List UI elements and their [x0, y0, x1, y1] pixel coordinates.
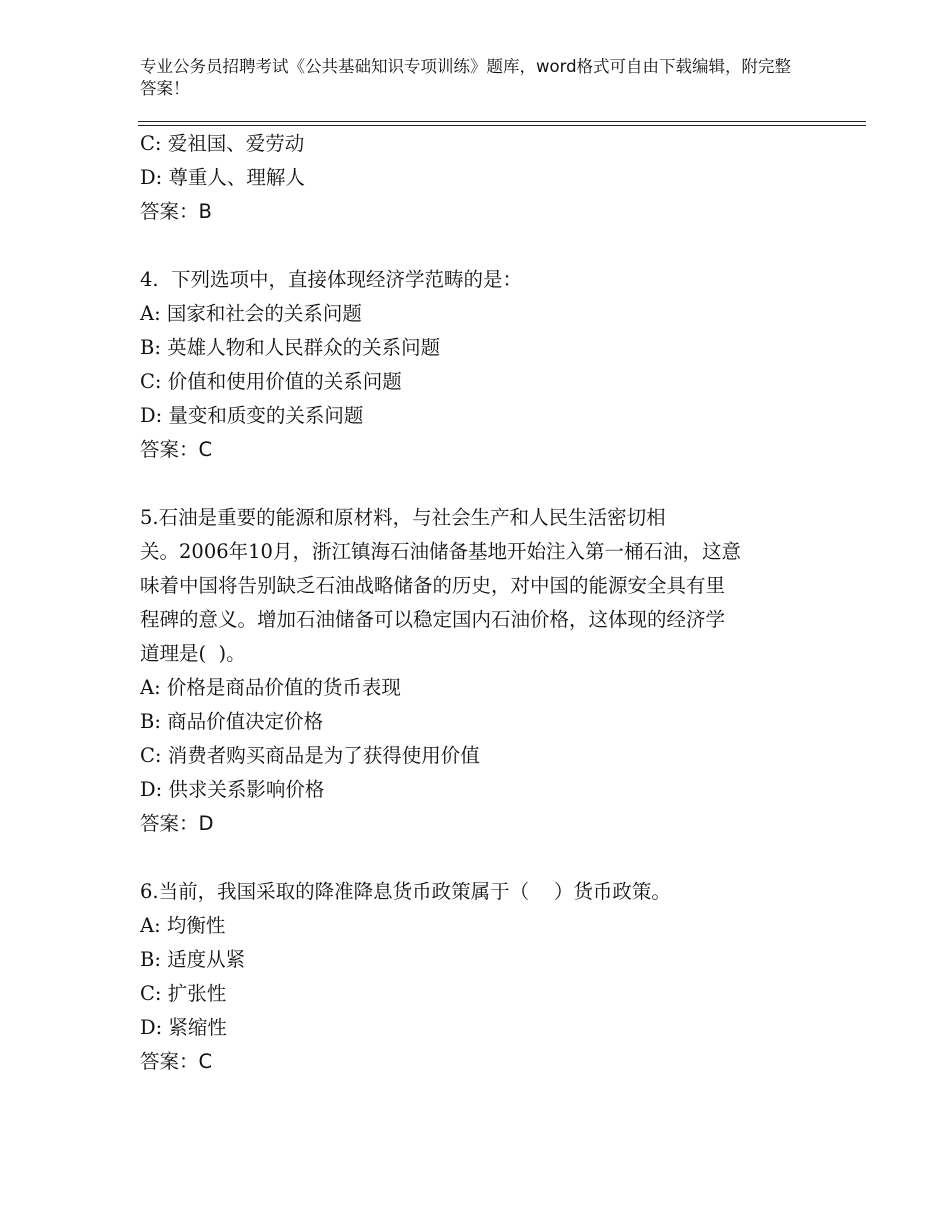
option-text: 适度从紧	[167, 948, 246, 971]
option-label: C:	[140, 132, 162, 155]
option-d	[140, 161, 840, 195]
option-label: D:	[140, 166, 163, 189]
question-stem: 4. 下列选项中，直接体现经济学范畴的是：	[140, 268, 523, 291]
question-4	[140, 263, 840, 467]
option-label: C:	[140, 982, 162, 1005]
option-text: 价值和使用价值的关系问题	[167, 370, 402, 393]
option-c	[140, 127, 840, 161]
question-3-tail	[140, 127, 840, 229]
option-label: D:	[140, 778, 163, 801]
option-a	[140, 297, 840, 331]
option-label: B:	[140, 948, 161, 971]
option-text: 爱祖国、爱劳动	[167, 132, 305, 155]
option-label: A:	[140, 914, 161, 937]
answer-line: 答案：B	[140, 200, 212, 223]
question-stem: 6.当前，我国采取的降准降息货币政策属于（ ）货币政策。	[140, 880, 671, 903]
option-c	[140, 365, 840, 399]
question-5	[140, 501, 840, 841]
page-header	[140, 56, 800, 100]
option-label: C:	[140, 370, 162, 393]
option-d	[140, 1011, 840, 1045]
option-text: 紧缩性	[168, 1016, 227, 1039]
option-c	[140, 739, 840, 773]
option-label: D:	[140, 1016, 163, 1039]
option-b	[140, 331, 840, 365]
option-text: 商品价值决定价格	[167, 710, 324, 733]
spacer	[140, 841, 840, 875]
option-text: 国家和社会的关系问题	[166, 302, 362, 325]
header-divider-thick	[138, 125, 866, 126]
option-label: B:	[140, 336, 161, 359]
question-stem-line: 味着中国将告别缺乏石油战略储备的历史，对中国的能源安全具有里	[140, 574, 726, 597]
option-d	[140, 773, 840, 807]
option-text: 价格是商品价值的货币表现	[166, 676, 401, 699]
option-text: 供求关系影响价格	[168, 778, 325, 801]
answer-line: 答案：C	[140, 438, 213, 461]
question-stem-line: 5.石油是重要的能源和原材料，与社会生产和人民生活密切相	[140, 506, 666, 529]
option-label: D:	[140, 404, 163, 427]
option-c	[140, 977, 840, 1011]
option-text: 尊重人、理解人	[168, 166, 305, 189]
option-label: A:	[140, 676, 161, 699]
option-label: A:	[140, 302, 161, 325]
option-text: 扩张性	[167, 982, 227, 1005]
option-text: 消费者购买商品是为了获得使用价值	[167, 744, 480, 767]
question-6	[140, 875, 840, 1079]
header-text: 专业公务员招聘考试《公共基础知识专项训练》题库，word格式可自由下载编辑，附完整答案！	[140, 57, 792, 98]
option-label: B:	[140, 710, 161, 733]
spacer	[140, 229, 840, 263]
option-text: 英雄人物和人民群众的关系问题	[167, 336, 441, 359]
option-b	[140, 943, 840, 977]
spacer	[140, 467, 840, 501]
option-text: 量变和质变的关系问题	[168, 404, 364, 427]
answer-line: 答案：D	[140, 812, 214, 835]
option-a	[140, 671, 840, 705]
option-text: 均衡性	[166, 914, 226, 937]
option-d	[140, 399, 840, 433]
question-stem-line: 程碑的意义。增加石油储备可以稳定国内石油价格，这体现的经济学	[140, 608, 726, 631]
option-label: C:	[140, 744, 162, 767]
answer-line: 答案：C	[140, 1050, 213, 1073]
question-stem-line: 道理是( )。	[140, 642, 246, 665]
question-stem-line: 关。2006年10月，浙江镇海石油储备基地开始注入第一桶石油，这意	[140, 540, 741, 563]
option-b	[140, 705, 840, 739]
option-a	[140, 909, 840, 943]
header-divider-thin	[138, 121, 866, 122]
question-list	[140, 127, 840, 1079]
